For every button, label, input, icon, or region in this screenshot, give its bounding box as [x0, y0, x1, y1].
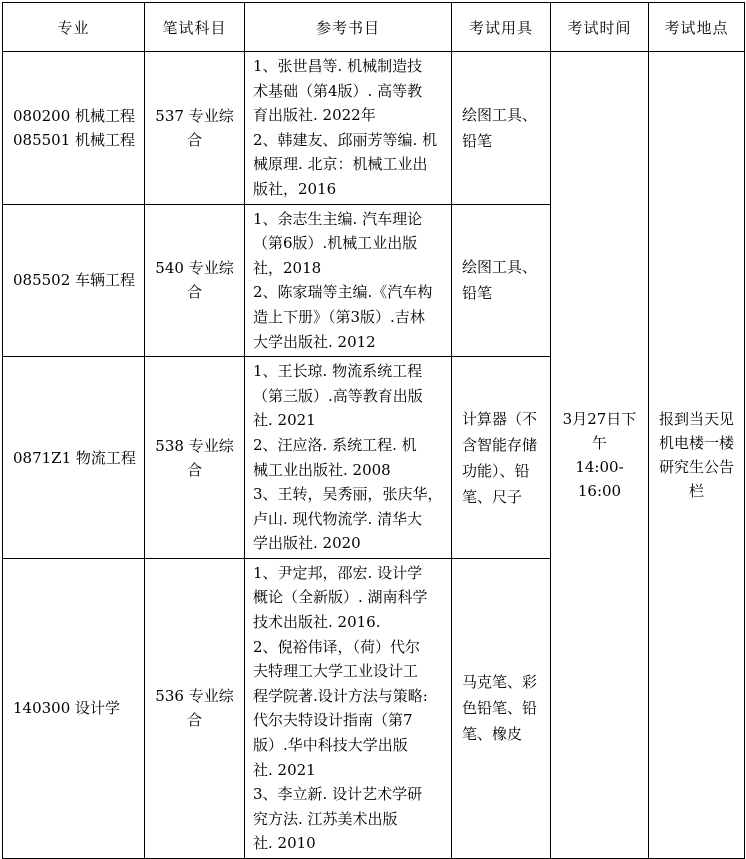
tools-line: 含智能存储	[462, 435, 538, 454]
books-cell	[245, 204, 452, 357]
book-line: 1、余志生主编. 汽车理论	[253, 209, 423, 228]
books-cell	[245, 357, 452, 559]
major-cell	[3, 357, 145, 559]
subject-line: 合	[186, 460, 202, 479]
tools-line: 铅笔	[462, 284, 493, 303]
exam-time-cell	[551, 52, 649, 859]
book-line: 术基础（第4版）. 高等教	[253, 81, 423, 100]
subject-cell	[145, 558, 245, 858]
subject-line: 536 专业综	[155, 687, 234, 706]
header-subject: 笔试科目	[145, 3, 245, 52]
tools-cell	[452, 204, 551, 357]
table-row	[3, 52, 745, 205]
major-line: 085501 机械工程	[13, 130, 136, 149]
exam-schedule-table	[2, 2, 745, 859]
header-major: 专业	[3, 3, 145, 52]
book-line: 技术出版社. 2016.	[253, 613, 381, 632]
book-line: 版社，2016	[253, 179, 337, 198]
book-line: 1、张世昌等. 机械制造技	[253, 57, 423, 75]
book-line: 育出版社. 2022年	[253, 106, 376, 125]
tools-line: 笔、橡皮	[462, 725, 523, 744]
tools-line: 计算器（不	[462, 409, 538, 428]
subject-cell	[145, 357, 245, 559]
book-line: 械原理. 北京：机械工业出	[253, 155, 428, 174]
time-line: 3月27日下	[562, 410, 637, 428]
book-line: 1、王长琼. 物流系统工程	[253, 362, 423, 381]
book-line: 大学出版社. 2012	[253, 332, 376, 351]
subject-line: 538 专业综	[155, 436, 234, 455]
book-line: 夫特理工大学工业设计工	[253, 662, 419, 681]
subject-line: 合	[186, 283, 202, 302]
tools-line: 绘图工具、	[462, 105, 538, 124]
book-line: 2、韩建友、邱丽芳等编. 机	[253, 130, 438, 149]
subject-line: 540 专业综	[155, 259, 234, 278]
book-line: 究方法. 江苏美术出版	[253, 809, 398, 828]
header-time: 考试时间	[551, 3, 649, 52]
tools-line: 色铅笔、铅	[462, 699, 538, 718]
header-place: 考试地点	[649, 3, 745, 52]
book-line: 代尔夫特设计指南（第7	[253, 711, 413, 730]
header-tools: 考试用具	[452, 3, 551, 52]
major-line: 140300 设计学	[13, 699, 121, 718]
place-line: 栏	[688, 482, 704, 500]
book-line: 造上下册》（第3版）.吉林	[253, 307, 425, 326]
book-line: 2、陈家瑞等主编.《汽车构	[253, 283, 433, 302]
book-line: 3、李立新. 设计艺术学研	[253, 785, 423, 804]
major-line: 085502 车辆工程	[13, 271, 136, 290]
place-line: 研究生公告	[658, 458, 734, 476]
book-line: 3、王转，吴秀丽，张庆华，	[253, 485, 443, 504]
book-line: 社. 2010	[253, 834, 316, 853]
book-line: 社. 2021	[253, 760, 316, 779]
book-line: 卢山. 现代物流学. 清华大	[253, 509, 423, 528]
book-line: 械工业出版社. 2008	[253, 460, 391, 479]
subject-cell	[145, 52, 245, 205]
major-cell	[3, 558, 145, 858]
major-cell	[3, 52, 145, 205]
time-line: 14:00-16:00	[575, 458, 624, 500]
book-line: 学出版社. 2020	[253, 534, 361, 553]
tools-cell	[452, 52, 551, 205]
header-books: 参考书目	[245, 3, 452, 52]
tools-line: 绘图工具、	[462, 258, 538, 277]
books-cell	[245, 558, 452, 858]
major-cell	[3, 204, 145, 357]
book-line: 社，2018	[253, 258, 322, 277]
books-cell	[245, 52, 452, 205]
book-line: 概论（全新版）. 湖南科学	[253, 588, 428, 607]
subject-line: 537 专业综	[155, 106, 234, 125]
book-line: 1、尹定邦，邵宏. 设计学	[253, 563, 423, 582]
subject-line: 合	[186, 711, 202, 730]
major-line: 0871Z1 物流工程	[13, 448, 136, 467]
tools-line: 马克笔、彩	[462, 673, 538, 692]
subject-line: 合	[186, 130, 202, 149]
book-line: （第三版）.高等教育出版	[253, 386, 423, 405]
tools-line: 铅笔	[462, 131, 493, 150]
book-line: 2、倪裕伟译，（荷）代尔	[253, 637, 421, 656]
tools-cell	[452, 558, 551, 858]
book-line: （第6版）.机械工业出版	[253, 234, 418, 253]
time-line: 午	[591, 434, 607, 452]
exam-place-cell	[649, 52, 745, 859]
tools-cell	[452, 357, 551, 559]
major-line: 080200 机械工程	[13, 106, 136, 125]
header-row	[3, 3, 745, 52]
book-line: 版）.华中科技大学出版	[253, 736, 408, 755]
subject-cell	[145, 204, 245, 357]
place-line: 机电楼一楼	[658, 434, 734, 452]
place-line: 报到当天见	[658, 410, 734, 428]
tools-line: 功能）、铅	[462, 461, 530, 480]
book-line: 程学院著.设计方法与策略:	[253, 686, 428, 705]
book-line: 2、汪应洛. 系统工程. 机	[253, 435, 417, 454]
book-line: 社. 2021	[253, 411, 316, 430]
tools-line: 笔、尺子	[462, 487, 523, 506]
